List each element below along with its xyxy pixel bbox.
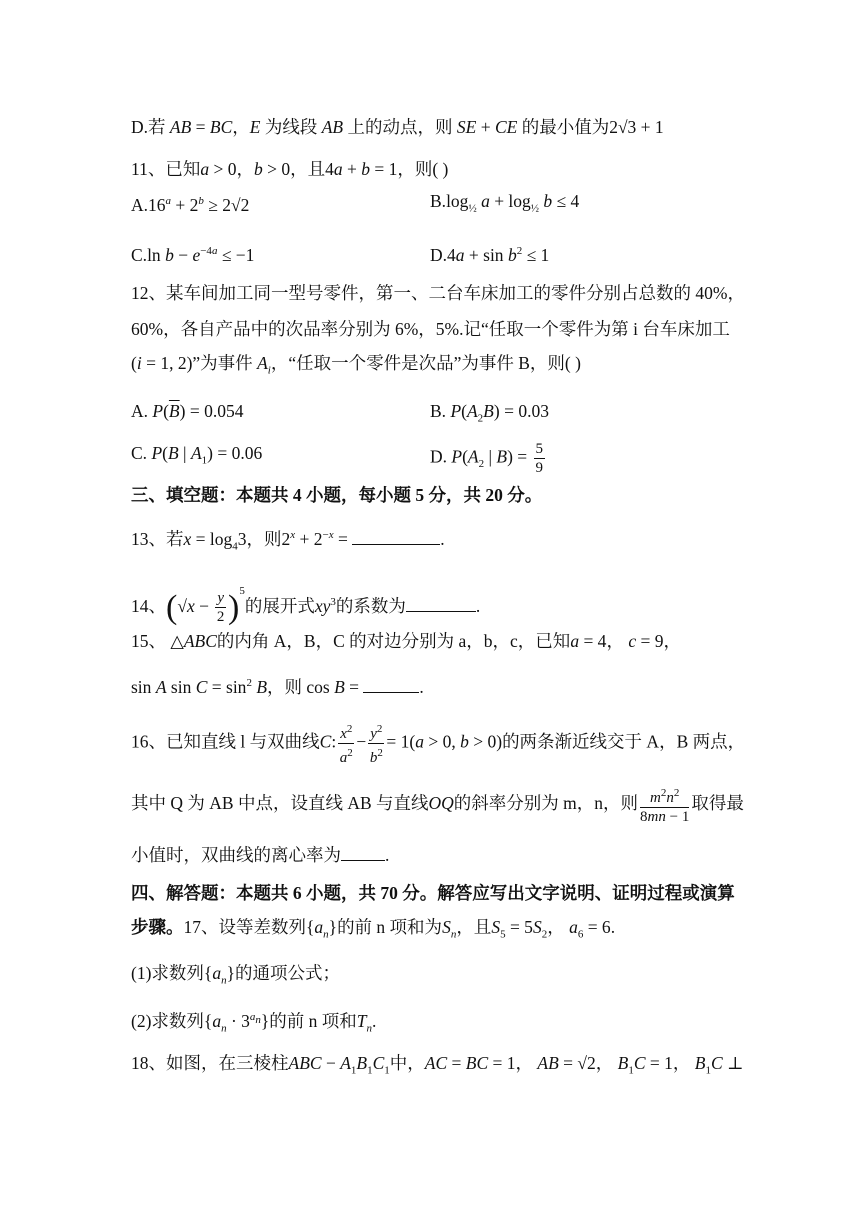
question-16-line2: 其中 Q 为 AB 中点，设直线 AB 与直线OQ的斜率分别为 m，n，则 $\frac{m^2n^2}{8mn - 1}$ 取得最: [131, 784, 750, 826]
question-11-options-cd: C.ln $b - e^{-4a} \le -1$ $D.4a + \sin b^2 \le 1$: [131, 244, 550, 265]
question-12-options-ab: A. $P(\overline{B}) = 0.054$ B. $P(A_2B) = 0.03$: [131, 401, 549, 425]
section-4-heading: 四、解答题：本题共 6 小题，共 70 分。解答应写出文字说明、证明过程或演算: [131, 883, 735, 903]
question-12-line2: 60%，各自产品中的次品率分别为 6%，5%.记“任取一个零件为第 i 台车床加工: [131, 319, 730, 339]
question-15-line2: sin A $\sin C = \sin^2 B$，则 cos B = .: [131, 670, 750, 700]
question-11-options-ab: $A.16^a + 2^b \ge 2√2$ $B.\log_{\frac{1}{2}}$ $a + \log_{\frac{1}{2}} b \le 4$: [131, 191, 580, 215]
question-17-part2: (2)求数列$\{a_n \cdot 3^{a_n}\}$的前 n 项和$T_n$.: [131, 1010, 377, 1035]
question-17-stem: 步骤。17、设等差数列$\{a_n\}$的前 n 项和为$S_n$，且$S_5 = 5S_2$， $a_6 = 6$.: [131, 917, 616, 941]
question-12-line3: (i = 1, 2)”为事件 $A_i$，“任取一个零件是次品”为事件 B，则( ): [131, 353, 581, 377]
question-18-line1: 18、如图，在三棱柱ABC − $A_1B_1C_1$中，AC = BC = 1， AB = √2， $B_1C = 1$， $B_1C$ ⊥: [131, 1053, 744, 1077]
question-17-part1: (1)求数列$\{a_n\}$的通项公式；: [131, 963, 340, 987]
question-16-line3: 小值时，双曲线的离心率为 .: [131, 842, 750, 868]
question-16-line1: 16、已知直线 l 与双曲线C: $\frac{x^2}{a^2}$ − $\frac{y^2}{b^2}$ = 1(a > 0, b > 0)的两条渐近线交于 A，B 两点，: [131, 720, 750, 767]
question-11-stem: 11、已知a > 0，b > 0，且4a + b = 1，则( ): [131, 159, 449, 179]
question-12-line1: 12、某车间加工同一型号零件，第一、二台车床加工的零件分别占总数的 40%，: [131, 283, 745, 303]
question-13: 13、若$x = \log_43$，则$2^x + 2^{-x}$ = .: [131, 522, 750, 559]
question-12-options-cd: C. P(B | $A_1) = 0.06$ D. $P(A_2$ | B) = $\frac{5}{9}$: [131, 441, 544, 476]
question-14: 14、(√x − $\frac{y}{2}$ )$^5$的展开式$xy^3$的系数为 .: [131, 585, 481, 626]
question-15-line1: 15、 △ABC的内角 A，B，C 的对边分别为 a，b，c，已知a = 4， c = 9，: [131, 631, 681, 651]
option-d-q10: D.若 AB = BC，E 为线段 AB 上的动点，则 SE + CE 的最小值为2√3 + 1: [131, 117, 664, 137]
section-3-heading: 三、填空题：本题共 4 小题，每小题 5 分，共 20 分。: [131, 485, 543, 505]
